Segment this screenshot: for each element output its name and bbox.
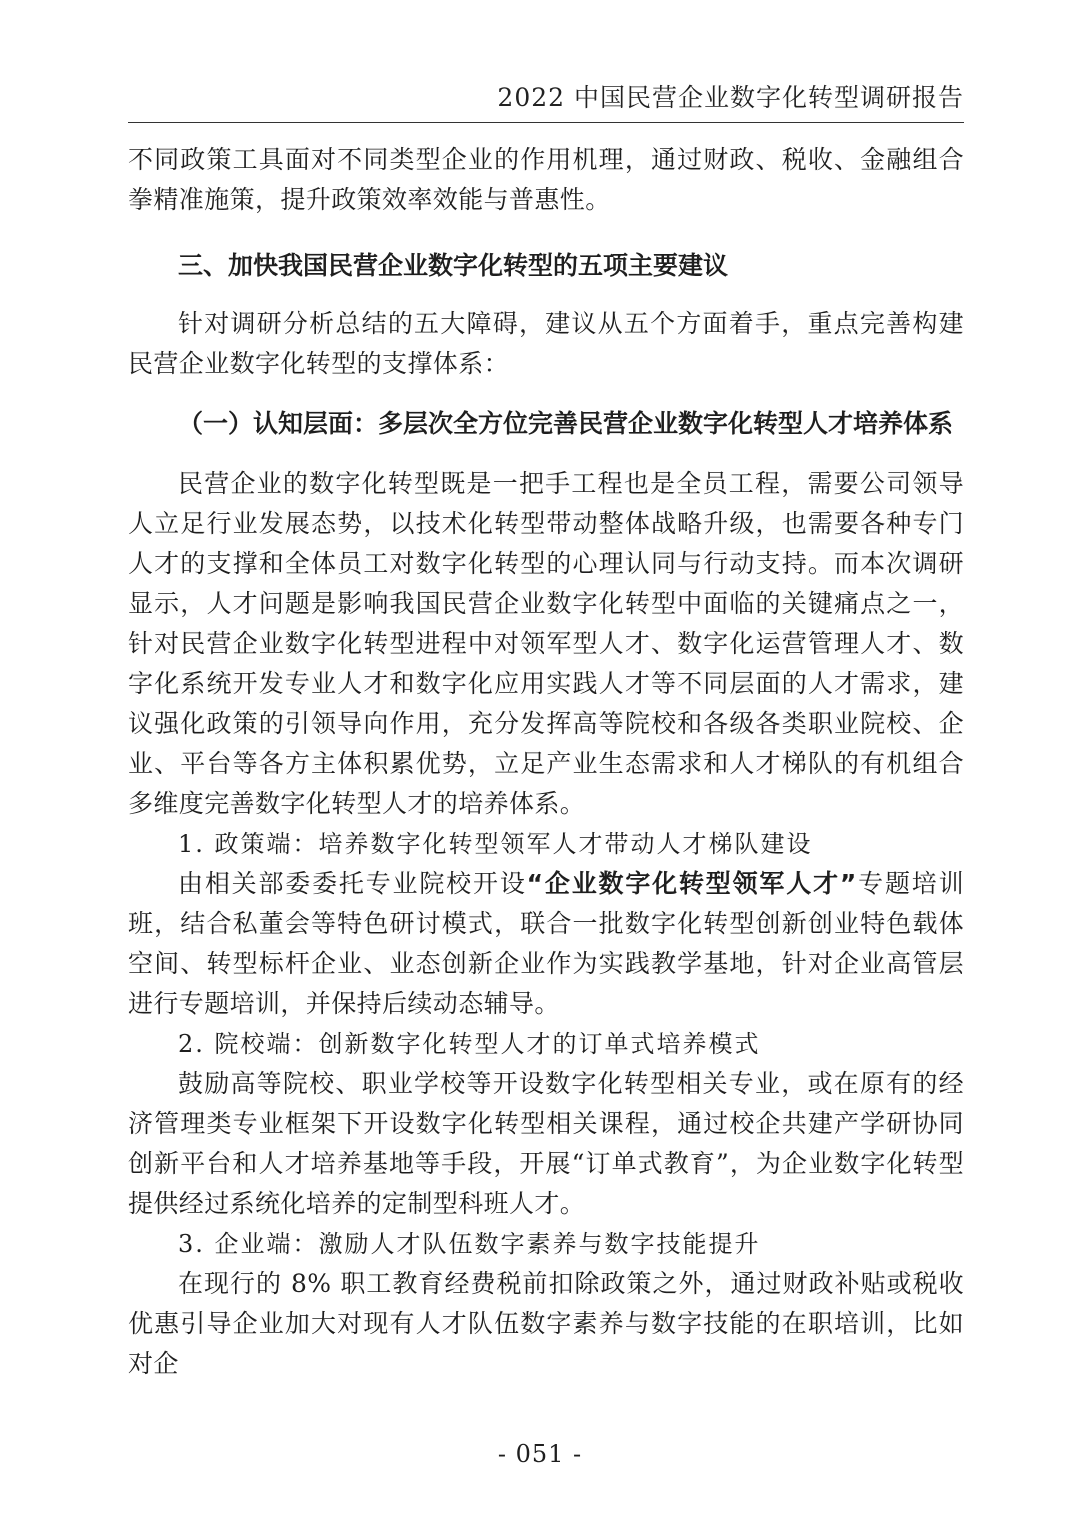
- item-heading-school-side: 2. 院校端：创新数字化转型人才的订单式培养模式: [178, 1030, 761, 1058]
- report-title: 2022 中国民营企业数字化转型调研报告: [497, 83, 964, 112]
- page-body: [128, 140, 964, 1384]
- paragraph-policy-side: [128, 864, 964, 1024]
- paragraph-school-side: 鼓励高等院校、职业学校等开设数字化转型相关专业，或在原有的经济管理类专业框架下开设数字化转型相关课程，通过校企共建产学研协同创新平台和人才培养基地等手段，开展“订单式教育”，为企业数字化转型提供经过系统化培养的定制型科班人才。: [128, 1069, 964, 1218]
- running-header: [128, 74, 964, 123]
- paragraph-intro-five-obstacles: 针对调研分析总结的五大障碍，建议从五个方面着手，重点完善构建民营企业数字化转型的支撑体系：: [128, 309, 964, 378]
- paragraph-policy-tools: 不同政策工具面对不同类型企业的作用机理，通过财政、税收、金融组合拳精准施策，提升政策效率效能与普惠性。: [128, 145, 964, 214]
- item-heading-policy-side: 1. 政策端：培养数字化转型领军人才带动人才梯队建设: [178, 830, 813, 858]
- paragraph-policy-side-lead: 由相关部委委托专业院校开设: [178, 869, 527, 898]
- page-number: - 051 -: [497, 1440, 583, 1468]
- section-heading-3: 三、加快我国民营企业数字化转型的五项主要建议: [178, 251, 729, 280]
- paragraph-enterprise-side: 在现行的 8% 职工教育经费税前扣除政策之外，通过财政补贴或税收优惠引导企业加大对现有人才队伍数字素养与数字技能的在职培训，比如对企: [128, 1269, 964, 1378]
- item-heading-enterprise-side: 3. 企业端：激励人才队伍数字素养与数字技能提升: [178, 1230, 761, 1258]
- training-program-name: “企业数字化转型领军人才”: [526, 869, 857, 898]
- paragraph-policy-side-rest: 专题培训班，结合私董会等特色研讨模式，联合一批数字化转型创新创业特色载体空间、转型标杆企业、业态创新企业作为实践教学基地，针对企业高管层进行专题培训，并保持后续动态辅导。: [128, 869, 965, 1018]
- paragraph-talent-problem: 民营企业的数字化转型既是一把手工程也是全员工程，需要公司领导人立足行业发展态势，以技术化转型带动整体战略升级，也需要各种专门人才的支撑和全体员工对数字化转型的心理认同与行动支持。而本次调研显示，人才问题是影响我国民营企业数字化转型中面临的关键痛点之一，针对民营企业数字化转型进程中对领军型人才、数字化运营管理人才、数字化系统开发专业人才和数字化应用实践人才等不同层面的人才需求，建议强化政策的引领导向作用，充分发挥高等院校和各级各类职业院校、企业、平台等各方主体积累优势，立足产业生态需求和人才梯队的有机组合多维度完善数字化转型人才的培养体系。: [128, 469, 964, 818]
- subsection-heading-1: （一）认知层面：多层次全方位完善民营企业数字化转型人才培养体系: [178, 409, 954, 438]
